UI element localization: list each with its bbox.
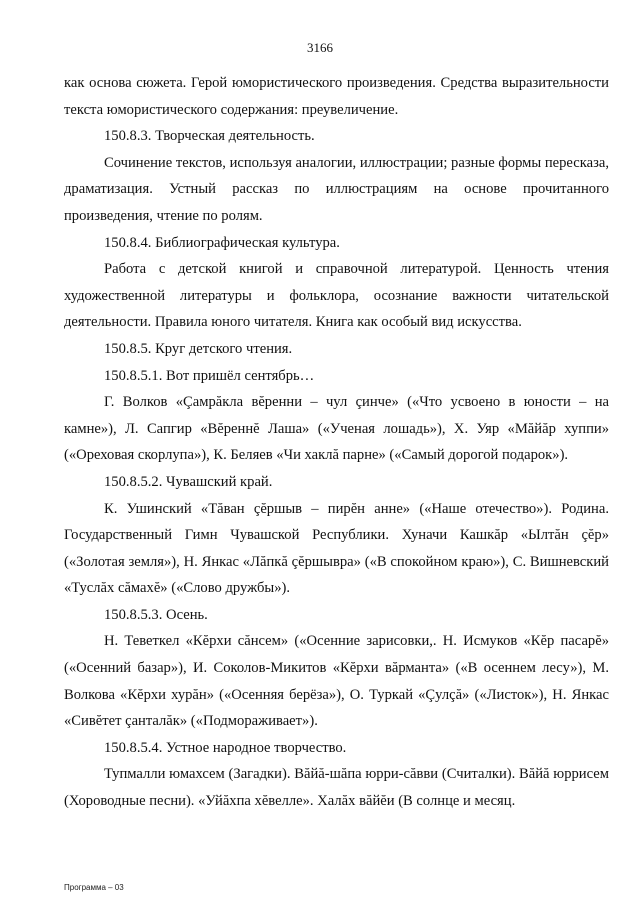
section-heading: 150.8.5.2. Чувашский край. [104,473,273,490]
section-heading: 150.8.3. Творческая деятельность. [104,128,315,145]
page-footer: Программа – 03 [64,883,124,892]
paragraph-continuation: как основа сюжета. Герой юмористического произведения. Средства выразительности текста юмористического содержания: преувеличение. [64,75,609,118]
section-heading: 150.8.4. Библиографическая культура. [104,234,340,251]
paragraph: К. Ушинский «Тăван çĕршыв – пирĕн анне» («Наше отечество»). Родина. Государственный Гимн Чувашской Республики. Хуначи Кашкăр «Ылтăн çĕр» («Золотая земля»), Н. Янкас «Лăпкă çĕршывра» («В спокойном краю»), С. Вишневский «Туслăх сăмахĕ» («Слово дружбы»). [64,500,609,597]
paragraph: Н. Теветкел «Кĕрхи сăнсем» («Осенние зарисовки,. Н. Исмуков «Кĕр пасарĕ» («Осенний базар»), И. Соколов-Микитов «Кĕрхи вăрманта» («В осеннем лесу»), М. Волкова «Кĕрхи хурăн» («Осенняя берёза»), О. Туркай «Çулçă» («Листок»), Н. Янкас «Сивĕтет çанталăк» («Подмораживает»). [64,633,609,730]
page-number: 3166 [307,40,333,55]
paragraph: Г. Волков «Çамрăкла вĕренни – чул çинче» («Что усвоено в юности – на камне»), Л. Сапгир «Вĕреннĕ Лаша» («Ученая лошадь»), Х. Уяр «Мăйăр хуппи» («Ореховая скорлупа»), К. Беляев «Чи хаклă парне» («Самый дорогой подарок»). [64,394,609,464]
section-heading: 150.8.5.1. Вот пришёл сентябрь… [104,367,315,384]
section-heading: 150.8.5.3. Осень. [104,606,208,623]
paragraph: Работа с детской книгой и справочной литературой. Ценность чтения художественной литературы и фольклора, осознание важности читательской деятельности. Правила юного читателя. Книга как особый вид искусства. [64,261,609,331]
paragraph: Сочинение текстов, используя аналогии, иллюстрации; разные формы пересказа, драматизация. Устный рассказ по иллюстрациям на основе прочитанного произведения, чтение по ролям. [64,154,609,224]
document-body [64,70,609,815]
section-heading: 150.8.5. Круг детского чтения. [104,340,293,357]
section-heading: 150.8.5.4. Устное народное творчество. [104,739,347,756]
paragraph: Тупмалли юмахсем (Загадки). Вăйă-шăпа юрри-сăвви (Считалки). Вăйă юррисем (Хороводные песни). «Уйăхпа хĕвелле». Халăх вăйĕи (В солнце и месяц. [64,766,609,810]
